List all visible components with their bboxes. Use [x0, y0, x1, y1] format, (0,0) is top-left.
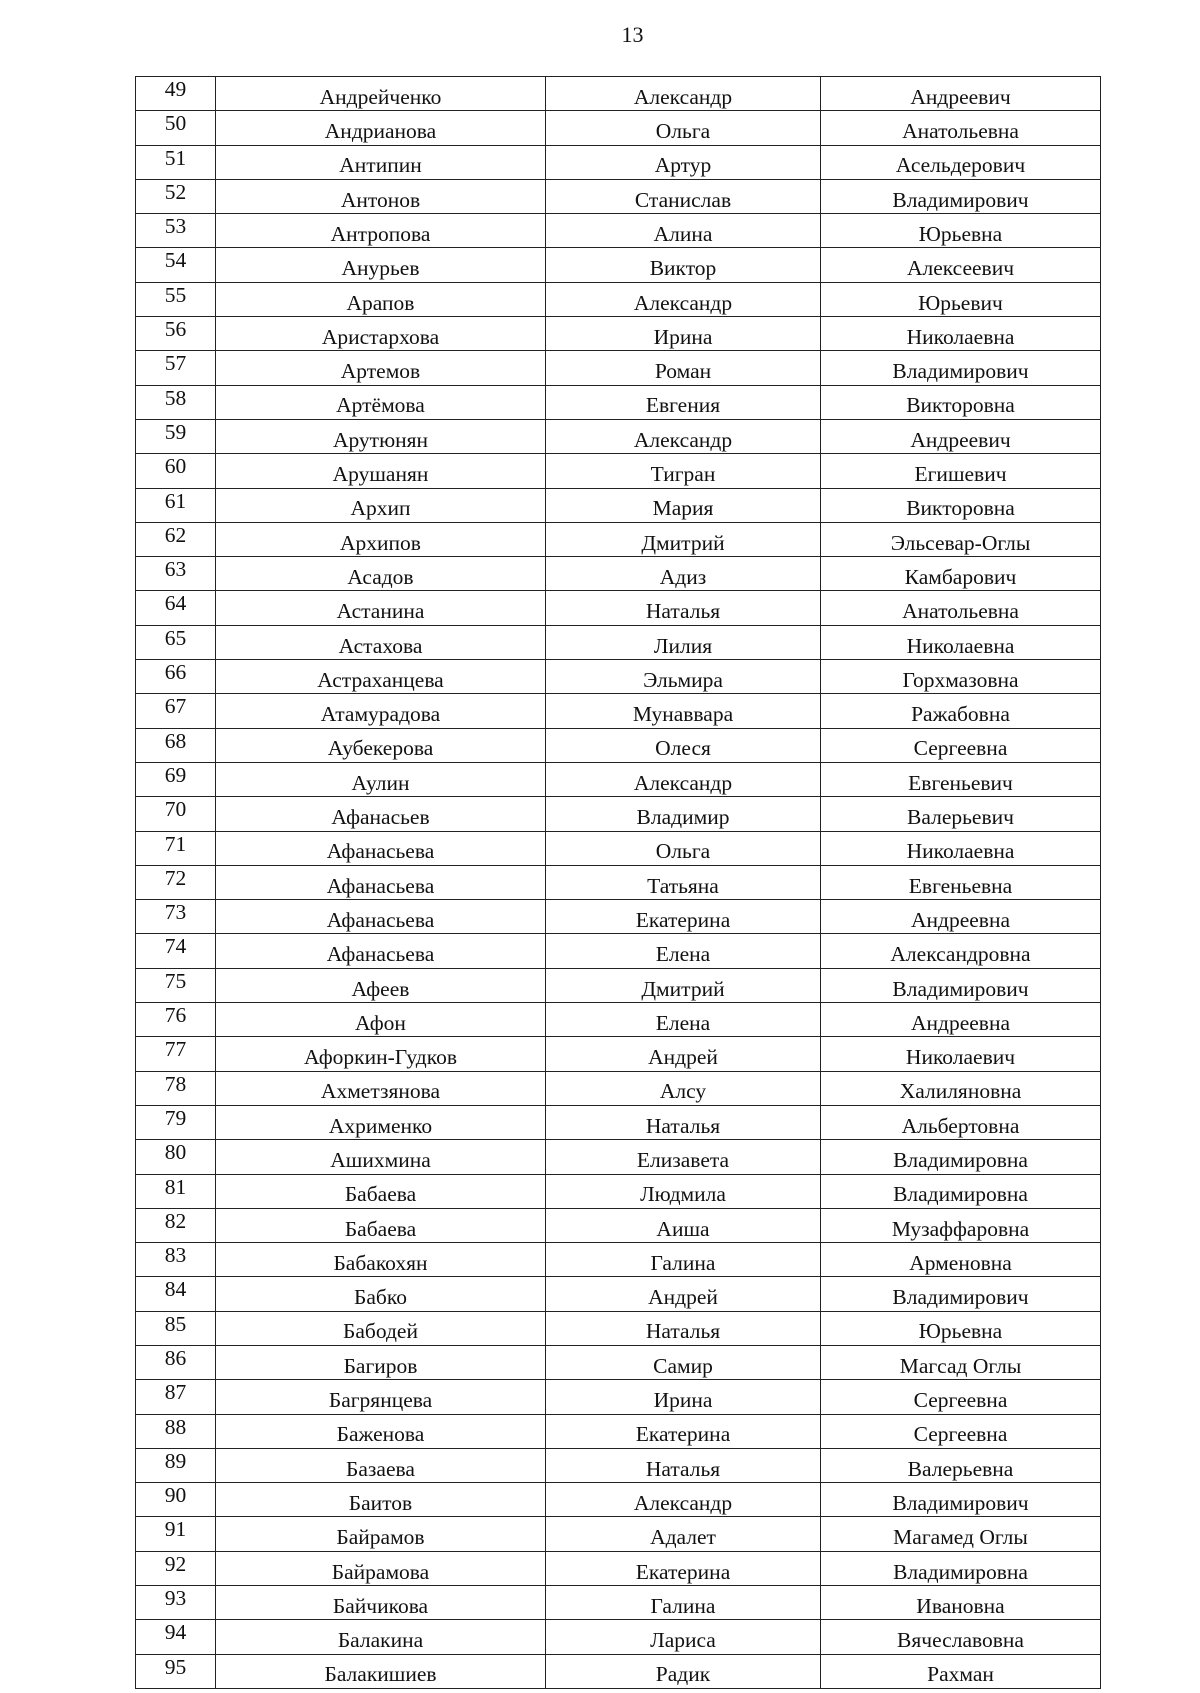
surname-cell: Анурьев — [216, 248, 546, 282]
patronymic-cell: Евгеньевич — [821, 762, 1101, 796]
first-name-cell: Тигран — [546, 454, 821, 488]
table-row — [136, 934, 1101, 968]
surname-cell: Ахрименко — [216, 1105, 546, 1139]
patronymic-cell: Горхмазовна — [821, 660, 1101, 694]
row-number-cell: 62 — [136, 522, 216, 556]
first-name-cell: Ирина — [546, 317, 821, 351]
first-name-cell: Лилия — [546, 625, 821, 659]
first-name-cell: Владимир — [546, 797, 821, 831]
table-row — [136, 385, 1101, 419]
patronymic-cell: Юрьевич — [821, 282, 1101, 316]
surname-cell: Афанасьева — [216, 865, 546, 899]
table-row — [136, 865, 1101, 899]
surname-cell: Астахова — [216, 625, 546, 659]
first-name-cell: Алина — [546, 214, 821, 248]
row-number-cell: 66 — [136, 660, 216, 694]
surname-cell: Багиров — [216, 1345, 546, 1379]
surname-cell: Архип — [216, 488, 546, 522]
first-name-cell: Дмитрий — [546, 968, 821, 1002]
patronymic-cell: Сергеевна — [821, 1414, 1101, 1448]
patronymic-cell: Александровна — [821, 934, 1101, 968]
surname-cell: Бабко — [216, 1277, 546, 1311]
table-row — [136, 1517, 1101, 1551]
patronymic-cell: Ивановна — [821, 1586, 1101, 1620]
row-number-cell: 55 — [136, 282, 216, 316]
first-name-cell: Наталья — [546, 1311, 821, 1345]
row-number-cell: 81 — [136, 1174, 216, 1208]
row-number-cell: 69 — [136, 762, 216, 796]
table-row — [136, 1345, 1101, 1379]
table-row — [136, 248, 1101, 282]
patronymic-cell: Сергеевна — [821, 728, 1101, 762]
surname-cell: Арапов — [216, 282, 546, 316]
patronymic-cell: Викторовна — [821, 488, 1101, 522]
surname-cell: Баженова — [216, 1414, 546, 1448]
surname-cell: Антропова — [216, 214, 546, 248]
surname-cell: Арушанян — [216, 454, 546, 488]
row-number-cell: 49 — [136, 77, 216, 111]
table-row — [136, 351, 1101, 385]
first-name-cell: Олеся — [546, 728, 821, 762]
patronymic-cell: Ражабовна — [821, 694, 1101, 728]
row-number-cell: 61 — [136, 488, 216, 522]
row-number-cell: 91 — [136, 1517, 216, 1551]
table-row — [136, 1654, 1101, 1688]
table-row — [136, 1414, 1101, 1448]
row-number-cell: 56 — [136, 317, 216, 351]
row-number-cell: 92 — [136, 1551, 216, 1585]
row-number-cell: 68 — [136, 728, 216, 762]
row-number-cell: 71 — [136, 831, 216, 865]
table-row — [136, 1483, 1101, 1517]
first-name-cell: Самир — [546, 1345, 821, 1379]
first-name-cell: Ольга — [546, 111, 821, 145]
row-number-cell: 50 — [136, 111, 216, 145]
surname-cell: Баитов — [216, 1483, 546, 1517]
table-row — [136, 625, 1101, 659]
surname-cell: Афанасьева — [216, 934, 546, 968]
first-name-cell: Эльмира — [546, 660, 821, 694]
row-number-cell: 51 — [136, 145, 216, 179]
patronymic-cell: Эльсевар-Оглы — [821, 522, 1101, 556]
table-row — [136, 454, 1101, 488]
patronymic-cell: Андреевна — [821, 1003, 1101, 1037]
table-row — [136, 1586, 1101, 1620]
first-name-cell: Александр — [546, 1483, 821, 1517]
first-name-cell: Наталья — [546, 1105, 821, 1139]
table-row — [136, 1243, 1101, 1277]
patronymic-cell: Владимировна — [821, 1140, 1101, 1174]
row-number-cell: 72 — [136, 865, 216, 899]
row-number-cell: 74 — [136, 934, 216, 968]
surname-cell: Ахметзянова — [216, 1071, 546, 1105]
patronymic-cell: Николаевна — [821, 625, 1101, 659]
surname-cell: Балакина — [216, 1620, 546, 1654]
row-number-cell: 77 — [136, 1037, 216, 1071]
first-name-cell: Мунаввара — [546, 694, 821, 728]
first-name-cell: Дмитрий — [546, 522, 821, 556]
surname-cell: Афанасьева — [216, 900, 546, 934]
patronymic-cell: Сергеевна — [821, 1380, 1101, 1414]
table-row — [136, 77, 1101, 111]
first-name-cell: Артур — [546, 145, 821, 179]
row-number-cell: 90 — [136, 1483, 216, 1517]
table-row — [136, 1448, 1101, 1482]
surname-cell: Байрамова — [216, 1551, 546, 1585]
patronymic-cell: Владимирович — [821, 1277, 1101, 1311]
row-number-cell: 78 — [136, 1071, 216, 1105]
surname-cell: Афоркин-Гудков — [216, 1037, 546, 1071]
patronymic-cell: Владимирович — [821, 968, 1101, 1002]
surname-cell: Антипин — [216, 145, 546, 179]
patronymic-cell: Камбарович — [821, 557, 1101, 591]
row-number-cell: 76 — [136, 1003, 216, 1037]
table-row — [136, 145, 1101, 179]
surname-cell: Бабаева — [216, 1174, 546, 1208]
row-number-cell: 87 — [136, 1380, 216, 1414]
patronymic-cell: Халиляновна — [821, 1071, 1101, 1105]
table-row — [136, 1140, 1101, 1174]
surname-cell: Бабакохян — [216, 1243, 546, 1277]
patronymic-cell: Арменовна — [821, 1243, 1101, 1277]
row-number-cell: 70 — [136, 797, 216, 831]
row-number-cell: 59 — [136, 419, 216, 453]
patronymic-cell: Валерьевна — [821, 1448, 1101, 1482]
surname-cell: Бабодей — [216, 1311, 546, 1345]
row-number-cell: 63 — [136, 557, 216, 591]
patronymic-cell: Андреевна — [821, 900, 1101, 934]
patronymic-cell: Владимирович — [821, 351, 1101, 385]
surname-cell: Байчикова — [216, 1586, 546, 1620]
surname-cell: Аулин — [216, 762, 546, 796]
patronymic-cell: Юрьевна — [821, 214, 1101, 248]
row-number-cell: 83 — [136, 1243, 216, 1277]
surname-cell: Астанина — [216, 591, 546, 625]
surname-cell: Асадов — [216, 557, 546, 591]
patronymic-cell: Андреевич — [821, 419, 1101, 453]
surname-cell: Андрианова — [216, 111, 546, 145]
patronymic-cell: Андреевич — [821, 77, 1101, 111]
table-row — [136, 522, 1101, 556]
first-name-cell: Адиз — [546, 557, 821, 591]
patronymic-cell: Владимирович — [821, 179, 1101, 213]
table-row — [136, 317, 1101, 351]
first-name-cell: Наталья — [546, 591, 821, 625]
first-name-cell: Елена — [546, 1003, 821, 1037]
first-name-cell: Екатерина — [546, 1551, 821, 1585]
table-row — [136, 660, 1101, 694]
row-number-cell: 75 — [136, 968, 216, 1002]
table-row — [136, 1620, 1101, 1654]
table-row — [136, 1380, 1101, 1414]
row-number-cell: 85 — [136, 1311, 216, 1345]
row-number-cell: 80 — [136, 1140, 216, 1174]
patronymic-cell: Владимировна — [821, 1174, 1101, 1208]
first-name-cell: Лариса — [546, 1620, 821, 1654]
page-number: 13 — [621, 22, 644, 47]
table-row — [136, 282, 1101, 316]
first-name-cell: Елена — [546, 934, 821, 968]
surname-cell: Арутюнян — [216, 419, 546, 453]
first-name-cell: Наталья — [546, 1448, 821, 1482]
first-name-cell: Андрей — [546, 1277, 821, 1311]
row-number-cell: 65 — [136, 625, 216, 659]
row-number-cell: 60 — [136, 454, 216, 488]
table-row — [136, 797, 1101, 831]
first-name-cell: Станислав — [546, 179, 821, 213]
patronymic-cell: Владимирович — [821, 1483, 1101, 1517]
table-row — [136, 1105, 1101, 1139]
surname-cell: Афеев — [216, 968, 546, 1002]
table-row — [136, 488, 1101, 522]
patronymic-cell: Магамед Оглы — [821, 1517, 1101, 1551]
first-name-cell: Алсу — [546, 1071, 821, 1105]
table-row — [136, 1311, 1101, 1345]
patronymic-cell: Музаффаровна — [821, 1208, 1101, 1242]
surname-cell: Афон — [216, 1003, 546, 1037]
patronymic-cell: Рахман — [821, 1654, 1101, 1688]
surname-cell: Байрамов — [216, 1517, 546, 1551]
patronymic-cell: Магсад Оглы — [821, 1345, 1101, 1379]
surname-cell: Антонов — [216, 179, 546, 213]
table-row — [136, 419, 1101, 453]
surname-cell: Андрейченко — [216, 77, 546, 111]
surname-cell: Бабаева — [216, 1208, 546, 1242]
row-number-cell: 84 — [136, 1277, 216, 1311]
first-name-cell: Виктор — [546, 248, 821, 282]
first-name-cell: Людмила — [546, 1174, 821, 1208]
surname-cell: Артемов — [216, 351, 546, 385]
first-name-cell: Елизавета — [546, 1140, 821, 1174]
names-table — [135, 76, 1101, 1689]
first-name-cell: Аиша — [546, 1208, 821, 1242]
table-row — [136, 1551, 1101, 1585]
table-row — [136, 831, 1101, 865]
table-row — [136, 1037, 1101, 1071]
row-number-cell: 86 — [136, 1345, 216, 1379]
table-row — [136, 179, 1101, 213]
table-row — [136, 591, 1101, 625]
row-number-cell: 73 — [136, 900, 216, 934]
first-name-cell: Ольга — [546, 831, 821, 865]
row-number-cell: 95 — [136, 1654, 216, 1688]
patronymic-cell: Николаевна — [821, 831, 1101, 865]
table-row — [136, 900, 1101, 934]
surname-cell: Базаева — [216, 1448, 546, 1482]
table-row — [136, 728, 1101, 762]
row-number-cell: 53 — [136, 214, 216, 248]
surname-cell: Балакишиев — [216, 1654, 546, 1688]
first-name-cell: Александр — [546, 762, 821, 796]
patronymic-cell: Юрьевна — [821, 1311, 1101, 1345]
patronymic-cell: Анатольевна — [821, 591, 1101, 625]
patronymic-cell: Алексеевич — [821, 248, 1101, 282]
table-row — [136, 1174, 1101, 1208]
first-name-cell: Ирина — [546, 1380, 821, 1414]
patronymic-cell: Владимировна — [821, 1551, 1101, 1585]
surname-cell: Багрянцева — [216, 1380, 546, 1414]
first-name-cell: Евгения — [546, 385, 821, 419]
patronymic-cell: Евгеньевна — [821, 865, 1101, 899]
row-number-cell: 94 — [136, 1620, 216, 1654]
table-row — [136, 214, 1101, 248]
first-name-cell: Татьяна — [546, 865, 821, 899]
surname-cell: Аристархова — [216, 317, 546, 351]
names-table-body — [136, 77, 1101, 1689]
surname-cell: Афанасьева — [216, 831, 546, 865]
table-row — [136, 968, 1101, 1002]
row-number-cell: 89 — [136, 1448, 216, 1482]
patronymic-cell: Николаевна — [821, 317, 1101, 351]
first-name-cell: Радик — [546, 1654, 821, 1688]
surname-cell: Атамурадова — [216, 694, 546, 728]
surname-cell: Ашихмина — [216, 1140, 546, 1174]
row-number-cell: 67 — [136, 694, 216, 728]
table-row — [136, 1003, 1101, 1037]
first-name-cell: Галина — [546, 1243, 821, 1277]
surname-cell: Архипов — [216, 522, 546, 556]
row-number-cell: 82 — [136, 1208, 216, 1242]
surname-cell: Артёмова — [216, 385, 546, 419]
row-number-cell: 54 — [136, 248, 216, 282]
row-number-cell: 88 — [136, 1414, 216, 1448]
row-number-cell: 93 — [136, 1586, 216, 1620]
patronymic-cell: Валерьевич — [821, 797, 1101, 831]
first-name-cell: Александр — [546, 77, 821, 111]
first-name-cell: Галина — [546, 1586, 821, 1620]
first-name-cell: Адалет — [546, 1517, 821, 1551]
surname-cell: Афанасьев — [216, 797, 546, 831]
table-row — [136, 1277, 1101, 1311]
patronymic-cell: Викторовна — [821, 385, 1101, 419]
row-number-cell: 58 — [136, 385, 216, 419]
table-row — [136, 1208, 1101, 1242]
patronymic-cell: Альбертовна — [821, 1105, 1101, 1139]
surname-cell: Аубекерова — [216, 728, 546, 762]
patronymic-cell: Егишевич — [821, 454, 1101, 488]
first-name-cell: Мария — [546, 488, 821, 522]
first-name-cell: Екатерина — [546, 900, 821, 934]
first-name-cell: Роман — [546, 351, 821, 385]
first-name-cell: Александр — [546, 282, 821, 316]
first-name-cell: Александр — [546, 419, 821, 453]
table-row — [136, 694, 1101, 728]
patronymic-cell: Вячеславовна — [821, 1620, 1101, 1654]
table-row — [136, 557, 1101, 591]
patronymic-cell: Асельдерович — [821, 145, 1101, 179]
patronymic-cell: Николаевич — [821, 1037, 1101, 1071]
row-number-cell: 52 — [136, 179, 216, 213]
first-name-cell: Екатерина — [546, 1414, 821, 1448]
table-row — [136, 1071, 1101, 1105]
row-number-cell: 79 — [136, 1105, 216, 1139]
row-number-cell: 64 — [136, 591, 216, 625]
row-number-cell: 57 — [136, 351, 216, 385]
surname-cell: Астраханцева — [216, 660, 546, 694]
patronymic-cell: Анатольевна — [821, 111, 1101, 145]
table-row — [136, 762, 1101, 796]
table-row — [136, 111, 1101, 145]
first-name-cell: Андрей — [546, 1037, 821, 1071]
